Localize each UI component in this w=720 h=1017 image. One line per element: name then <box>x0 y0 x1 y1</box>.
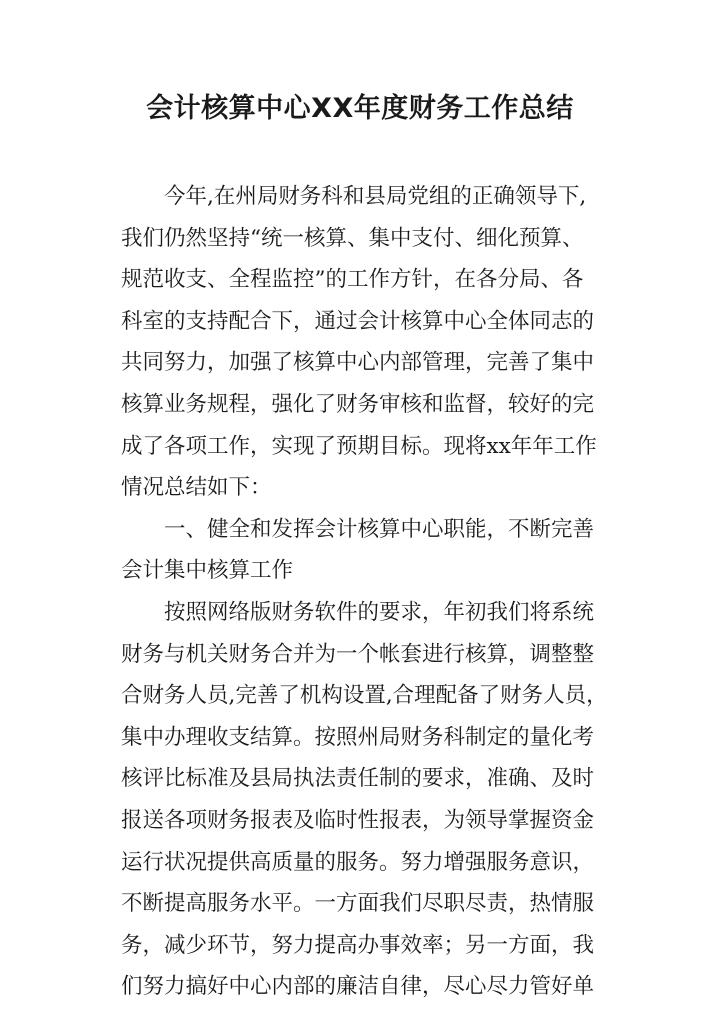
paragraph-2-line-1: 按照网络版财务软件的要求，年初我们将系统 <box>164 599 595 625</box>
paragraph-1-line-4: 科室的支持配合下，通过会计核算中心全体同志的 <box>121 308 595 334</box>
section-heading-line-1: 一、健全和发挥会计核算中心职能，不断完善 <box>164 516 595 542</box>
paragraph-2-line-10: 们努力搞好中心内部的廉洁自律，尽心尽力管好单 <box>121 974 595 1000</box>
paragraph-1-line-6: 核算业务规程，强化了财务审核和监督，较好的完 <box>121 391 595 417</box>
paragraph-2-line-2: 财务与机关财务合并为一个帐套进行核算，调整整 <box>121 641 595 667</box>
paragraph-1-line-5: 共同努力，加强了核算中心内部管理，完善了集中 <box>121 350 595 376</box>
paragraph-2-line-7: 运行状况提供高质量的服务。努力增强服务意识， <box>121 849 595 875</box>
paragraph-1-line-3: 规范收支、全程监控”的工作方针，在各分局、各 <box>121 267 584 293</box>
paragraph-2-line-4: 集中办理收支结算。按照州局财务科制定的量化考 <box>121 724 595 750</box>
paragraph-1-line-7: 成了各项工作，实现了预期目标。现将xx年年工作 <box>121 433 597 459</box>
paragraph-2-line-8: 不断提高服务水平。一方面我们尽职尽责，热情服 <box>121 891 595 917</box>
paragraph-2-line-6: 报送各项财务报表及临时性报表，为领导掌握资金 <box>121 807 595 833</box>
section-heading-line-2: 会计集中核算工作 <box>121 558 294 584</box>
paragraph-1-line-8: 情况总结如下： <box>121 475 272 501</box>
document-body <box>121 176 607 1008</box>
document-title: 会计核算中心XX年度财务工作总结 <box>146 93 574 124</box>
paragraph-2-line-9: 务，减少环节，努力提高办事效率；另一方面，我 <box>121 932 595 958</box>
paragraph-2-line-3: 合财务人员,完善了机构设置,合理配备了财务人员， <box>121 683 608 709</box>
paragraph-2-line-5: 核评比标准及县局执法责任制的要求，准确、及时 <box>121 766 595 792</box>
paragraph-1-line-1: 今年,在州局财务科和县局党组的正确领导下, <box>164 184 587 209</box>
paragraph-1-line-2: 我们仍然坚持“统一核算、集中支付、细化预算、 <box>121 225 584 251</box>
